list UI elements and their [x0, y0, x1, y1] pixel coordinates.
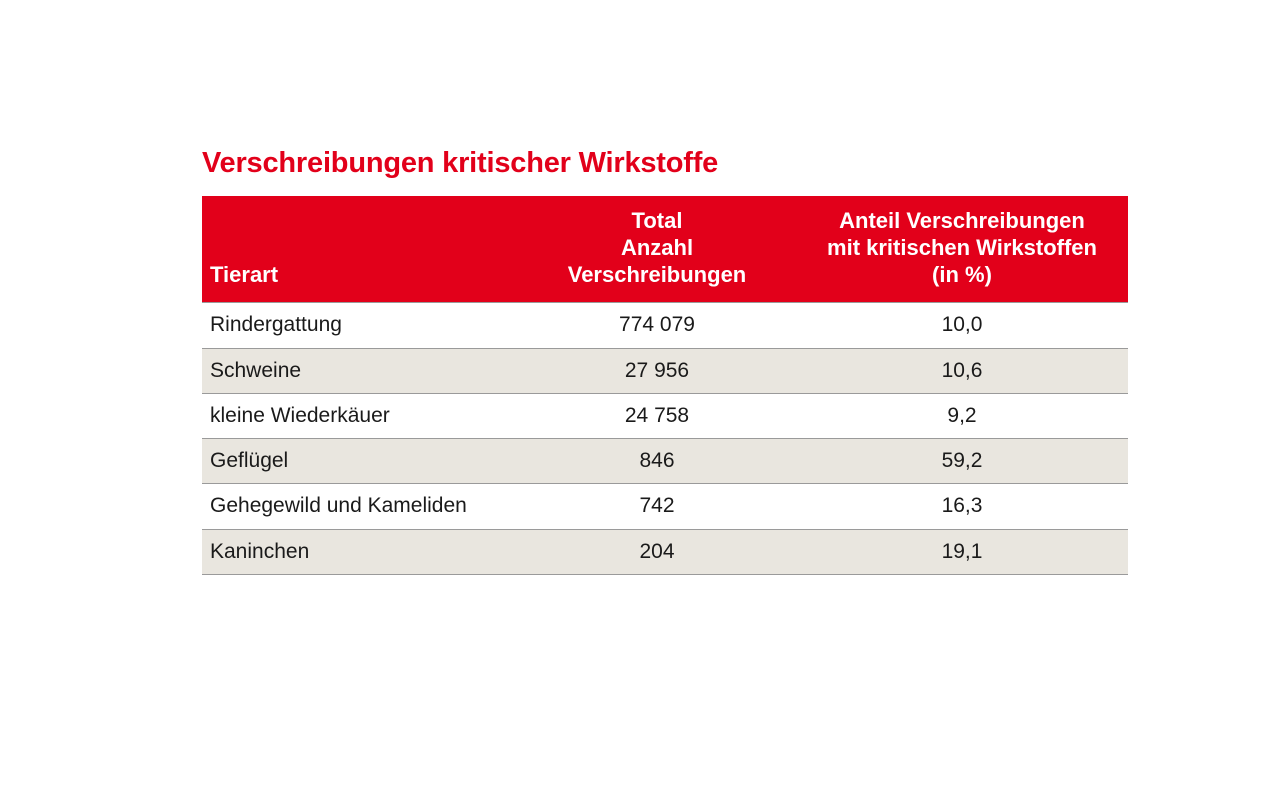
column-header-species [202, 196, 518, 303]
table-row [202, 303, 1128, 348]
table-header-row [202, 196, 1128, 303]
table-row [202, 484, 1128, 529]
cell-total: 742 [518, 484, 796, 529]
table-row [202, 348, 1128, 393]
column-header-total-line1: Total [631, 207, 683, 233]
cell-species: Kaninchen [202, 529, 518, 574]
cell-species: kleine Wiederkäuer [202, 393, 518, 438]
cell-total: 204 [518, 529, 796, 574]
cell-total: 27 956 [518, 348, 796, 393]
column-header-share-line1: Anteil Verschreibungen [839, 207, 1085, 233]
cell-species: Geflügel [202, 439, 518, 484]
cell-share: 59,2 [796, 439, 1128, 484]
table-row [202, 393, 1128, 438]
cell-share: 19,1 [796, 529, 1128, 574]
table-body [202, 303, 1128, 575]
cell-total: 846 [518, 439, 796, 484]
cell-share: 10,0 [796, 303, 1128, 348]
table-row [202, 439, 1128, 484]
column-header-share-line2: mit kritischen Wirkstoffen [827, 234, 1097, 260]
table-row [202, 529, 1128, 574]
column-header-share-line3: (in %) [932, 261, 992, 287]
cell-total: 774 079 [518, 303, 796, 348]
column-header-total-line2: Anzahl [620, 234, 694, 260]
cell-share: 9,2 [796, 393, 1128, 438]
cell-total: 24 758 [518, 393, 796, 438]
cell-species: Schweine [202, 348, 518, 393]
table-figure [202, 147, 1097, 575]
column-header-total-line3: Verschreibungen [567, 261, 747, 287]
column-header-species-line1: Tierart [210, 261, 279, 287]
page-title: Verschreibungen kritischer Wirkstoffe [202, 147, 719, 179]
cell-share: 10,6 [796, 348, 1128, 393]
cell-species: Gehegewild und Kameliden [202, 484, 518, 529]
column-header-total [518, 196, 796, 303]
table-header [202, 196, 1128, 303]
cell-species: Rindergattung [202, 303, 518, 348]
cell-share: 16,3 [796, 484, 1128, 529]
column-header-share [796, 196, 1128, 303]
prescriptions-table [202, 196, 1128, 575]
